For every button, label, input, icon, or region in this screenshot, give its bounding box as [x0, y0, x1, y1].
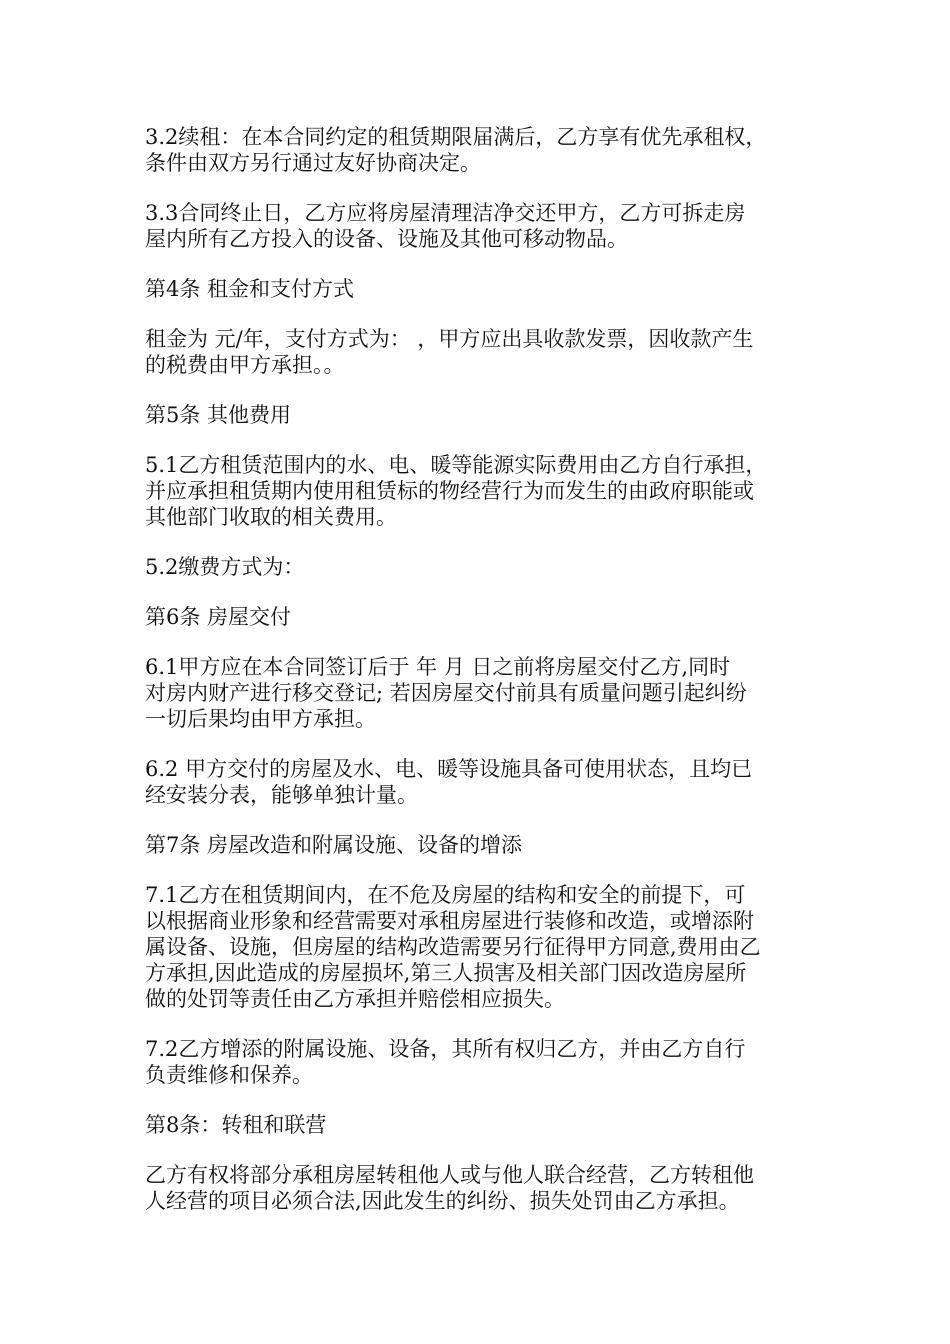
text-line: 条件由双方另行通过友好协商决定。 — [145, 151, 481, 175]
text-line: 3.2续租：在本合同约定的租赁期限届满后，乙方享有优先承租权， — [145, 125, 767, 149]
text-line: 6.1甲方应在本合同签订后于 年 月 日之前将房屋交付乙方,同时 — [145, 655, 731, 679]
text-line: 经安装分表，能够单独计量。 — [145, 783, 418, 807]
text-line: 屋内所有乙方投入的设备、设施及其他可移动物品。 — [145, 227, 628, 251]
text-line: 人经营的项目必须合法,因此发生的纠纷、损失处罚由乙方承担。 — [145, 1189, 740, 1213]
clause-7-2 — [145, 1036, 815, 1088]
text-line: 以根据商业形象和经营需要对承租房屋进行装修和改造，或增添附 — [145, 909, 754, 933]
text-line: 3.3合同终止日，乙方应将房屋清理洁净交还甲方，乙方可拆走房 — [145, 201, 746, 225]
text-line: 一切后果均由甲方承担。 — [145, 707, 376, 731]
text-line: 方承担,因此造成的房屋损坏,第三人损害及相关部门因改造房屋所 — [145, 961, 747, 985]
text-line: 6.2 甲方交付的房屋及水、电、暖等设施具备可使用状态，且均已 — [145, 757, 753, 781]
clause-5-2 — [145, 554, 815, 580]
text-line: 5.1乙方租赁范围内的水、电、暖等能源实际费用由乙方自行承担， — [145, 453, 767, 477]
article-8-heading: 第8条：转租和联营 — [145, 1113, 327, 1137]
article-6-heading: 第6条 房屋交付 — [145, 605, 292, 629]
text-line: 其他部门收取的相关费用。 — [145, 505, 397, 529]
clause-3-3 — [145, 200, 815, 252]
article-5-heading: 第5条 其他费用 — [145, 403, 292, 427]
text-line: 乙方有权将部分承租房屋转租他人或与他人联合经营，乙方转租他 — [145, 1163, 754, 1187]
text-line: 租金为 元/年，支付方式为： ，甲方应出具收款发票，因收款产生 — [145, 327, 754, 351]
clause-5-1 — [145, 452, 815, 530]
text-line: 做的处罚等责任由乙方承担并赔偿相应损失。 — [145, 987, 565, 1011]
text-line: 并应承担租赁期内使用租赁标的物经营行为而发生的由政府职能或 — [145, 479, 754, 503]
text-line: 负责维修和保养。 — [145, 1063, 313, 1087]
article-8-body — [145, 1162, 815, 1214]
text-line: 5.2缴费方式为： — [145, 555, 305, 579]
clause-6-2 — [145, 756, 815, 808]
clause-7-1 — [145, 882, 815, 1012]
clause-3-2 — [145, 124, 815, 176]
clause-6-1 — [145, 654, 815, 732]
article-4-body — [145, 326, 815, 378]
text-line: 7.2乙方增添的附属设施、设备，其所有权归乙方，并由乙方自行 — [145, 1037, 746, 1061]
text-line: 的税费由甲方承担。。 — [145, 353, 345, 377]
text-line: 7.1乙方在租赁期间内，在不危及房屋的结构和安全的前提下，可 — [145, 883, 746, 907]
text-line: 属设备、设施，但房屋的结构改造需要另行征得甲方同意,费用由乙 — [145, 935, 761, 959]
article-7-heading: 第7条 房屋改造和附属设施、设备的增添 — [145, 833, 523, 857]
text-line: 对房内财产进行移交登记; 若因房屋交付前具有质量问题引起纠纷 — [145, 681, 747, 705]
article-4-heading: 第4条 租金和支付方式 — [145, 277, 355, 301]
document-page — [145, 124, 815, 1238]
